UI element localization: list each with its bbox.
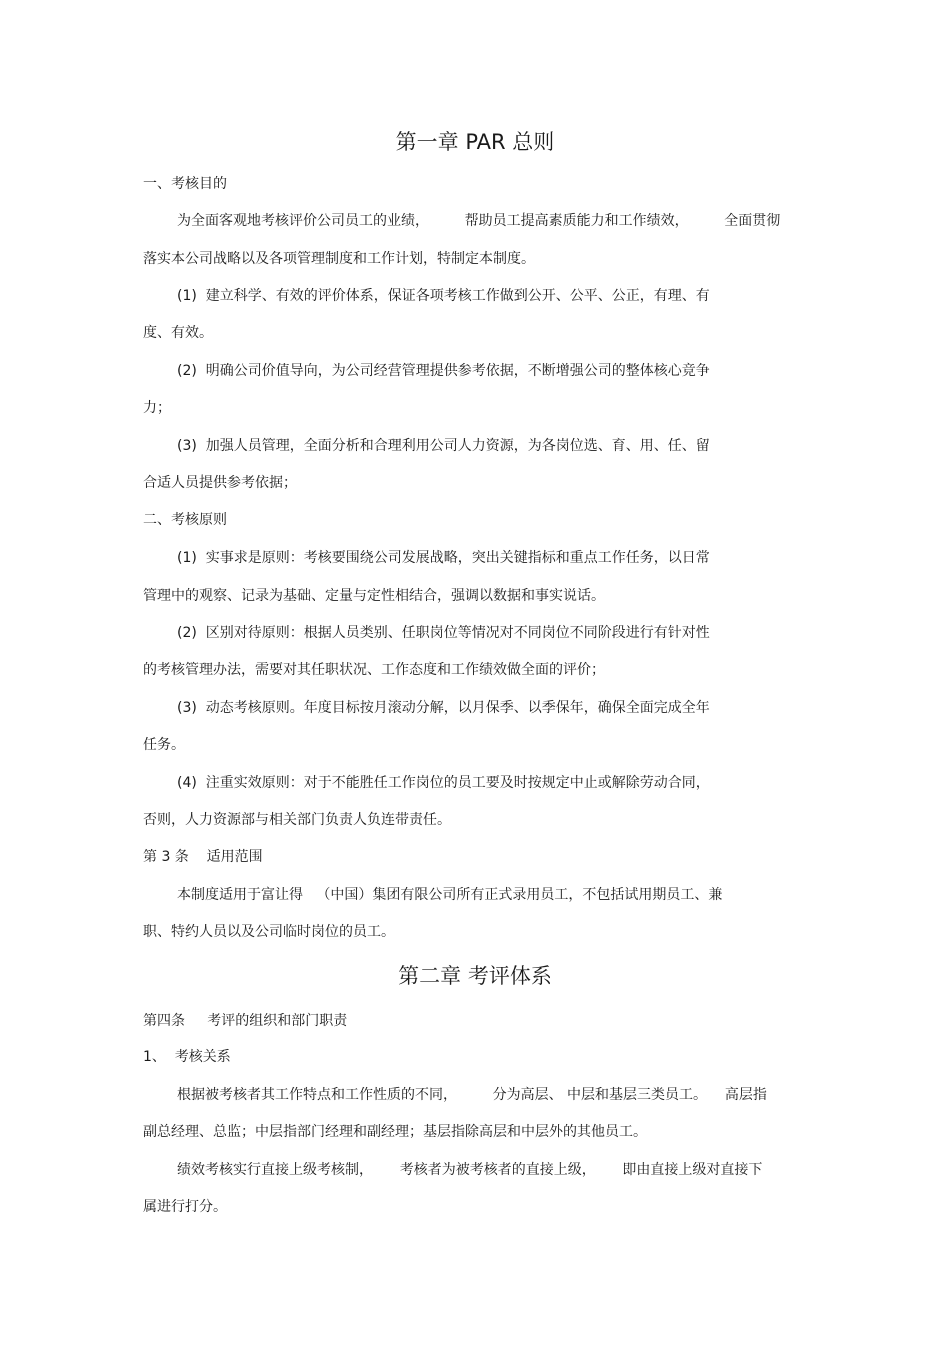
purpose-item-3-line-2: 合适人员提供参考依据； (143, 475, 297, 491)
principle-1-line-1: (1) 实事求是原则：考核要围绕公司发展战略，突出关键指标和重点工作任务，以日常 (177, 550, 710, 566)
subsection-1-heading: 1、 考核关系 (143, 1049, 231, 1065)
relation-paragraph-1-line-1: 根据被考核者其工作特点和工作性质的不同， 分为高层、 中层和基层三类员工。 高层指 (177, 1087, 767, 1103)
section-1-heading: 一、考核目的 (143, 176, 227, 192)
principle-1-line-2: 管理中的观察、记录为基础、定量与定性相结合，强调以数据和事实说话。 (143, 588, 605, 604)
purpose-paragraph-line-2: 落实本公司战略以及各项管理制度和工作计划，特制定本制度。 (143, 251, 535, 267)
purpose-item-2-line-2: 力； (143, 400, 171, 416)
section-2-heading: 二、考核原则 (143, 512, 227, 528)
scope-paragraph-line-2: 职、特约人员以及公司临时岗位的员工。 (143, 924, 395, 940)
chapter-1-title: 第一章 PAR 总则 (395, 130, 555, 154)
purpose-item-3-line-1: (3) 加强人员管理，全面分析和合理利用公司人力资源，为各岗位选、育、用、任、留 (177, 438, 710, 454)
purpose-item-1-line-2: 度、有效。 (143, 325, 213, 341)
article-4-heading: 第四条 考评的组织和部门职责 (143, 1013, 348, 1029)
purpose-item-1-line-1: (1) 建立科学、有效的评价体系，保证各项考核工作做到公开、公平、公正，有理、有 (177, 288, 710, 304)
principle-2-line-2: 的考核管理办法，需要对其任职状况、工作态度和工作绩效做全面的评价； (143, 662, 605, 678)
relation-paragraph-1-line-2: 副总经理、总监；中层指部门经理和副经理；基层指除高层和中层外的其他员工。 (143, 1124, 647, 1140)
principle-3-line-2: 任务。 (143, 737, 185, 753)
purpose-paragraph-line-1: 为全面客观地考核评价公司员工的业绩， 帮助员工提高素质能力和工作绩效， 全面贯彻 (177, 213, 781, 229)
principle-4-line-1: (4) 注重实效原则：对于不能胜任工作岗位的员工要及时按规定中止或解除劳动合同， (177, 775, 710, 791)
principle-2-line-1: (2) 区别对待原则：根据人员类别、任职岗位等情况对不同岗位不同阶段进行有针对性 (177, 625, 710, 641)
relation-paragraph-2-line-2: 属进行打分。 (143, 1199, 227, 1215)
scope-paragraph-line-1: 本制度适用于富让得 （中国）集团有限公司所有正式录用员工，不包括试用期员工、兼 (177, 887, 723, 903)
article-3-heading: 第 3 条 适用范围 (143, 849, 263, 865)
purpose-item-2-line-1: (2) 明确公司价值导向，为公司经营管理提供参考依据，不断增强公司的整体核心竞争 (177, 363, 710, 379)
principle-3-line-1: (3) 动态考核原则。年度目标按月滚动分解，以月保季、以季保年，确保全面完成全年 (177, 700, 710, 716)
relation-paragraph-2-line-1: 绩效考核实行直接上级考核制， 考核者为被考核者的直接上级， 即由直接上级对直接下 (177, 1162, 763, 1178)
principle-4-line-2: 否则，人力资源部与相关部门负责人负连带责任。 (143, 812, 451, 828)
chapter-2-title: 第二章 考评体系 (398, 964, 552, 988)
